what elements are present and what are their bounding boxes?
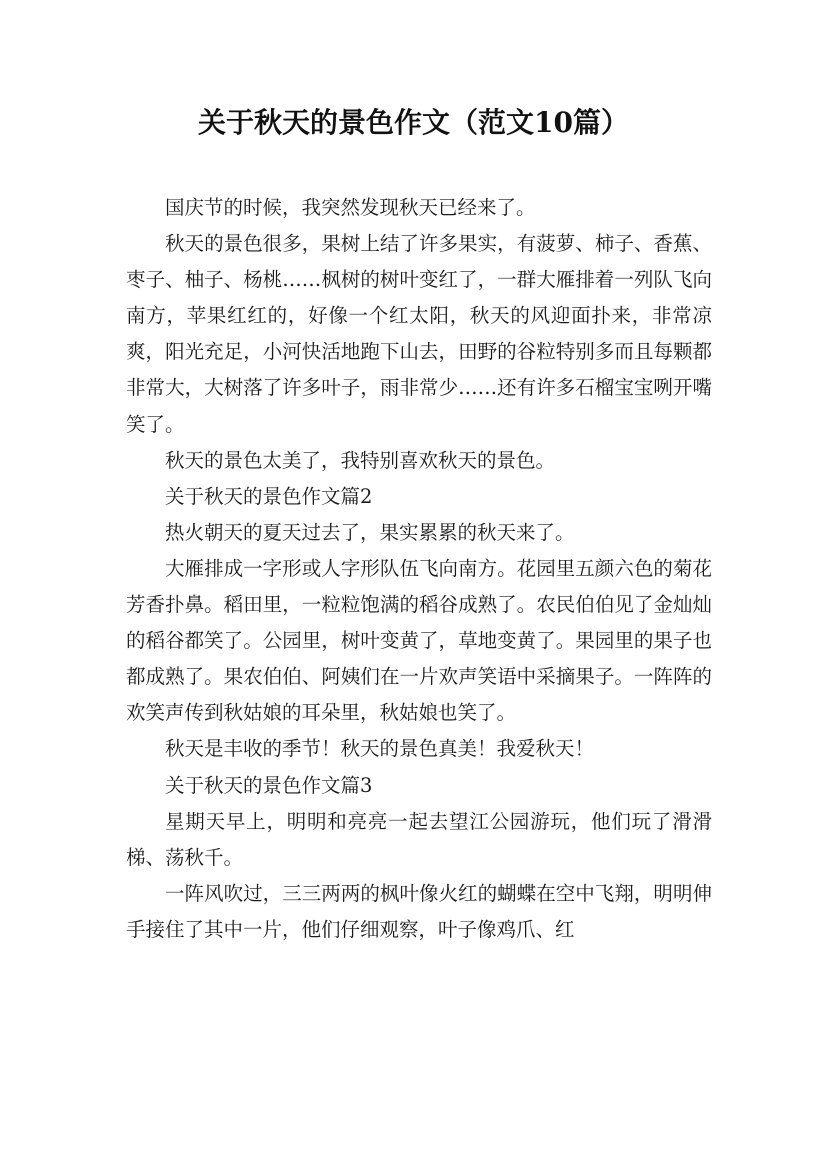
section-heading: 关于秋天的景色作文篇2 — [165, 484, 373, 508]
document-body — [126, 190, 712, 948]
paragraph: 秋天的景色很多，果树上结了许多果实，有菠萝、柿子、香蕉、枣子、柚子、杨桃……枫树的树叶变红了，一群大雁排着一列队飞向南方，苹果红红的，好像一个红太阳，秋天的风迎面扑来，非常凉爽，阳光充足，小河快活地跑下山去，田野的谷粒特别多而且每颗都非常大，大树落了许多叶子，雨非常少……还有许多石榴宝宝咧开嘴笑了。 — [126, 232, 712, 436]
document-title: 关于秋天的景色作文（范文10篇） — [198, 106, 629, 139]
paragraph: 热火朝天的夏天过去了，果实累累的秋天来了。 — [165, 520, 575, 544]
paragraph: 星期天早上，明明和亮亮一起去望江公园游玩，他们玩了滑滑梯、荡秋千。 — [126, 809, 712, 869]
section-heading: 关于秋天的景色作文篇3 — [165, 773, 373, 797]
paragraph: 秋天是丰收的季节！秋天的景色真美！我爱秋天！ — [165, 737, 595, 761]
paragraph: 大雁排成一字形或人字形队伍飞向南方。花园里五颜六色的菊花芳香扑鼻。稻田里，一粒粒饱满的稻谷成熟了。农民伯伯见了金灿灿的稻谷都笑了。公园里，树叶变黄了，草地变黄了。果园里的果子也都成熟了。果农伯伯、阿姨们在一片欢声笑语中采摘果子。一阵阵的欢笑声传到秋姑娘的耳朵里，秋姑娘也笑了。 — [126, 556, 712, 725]
paragraph: 一阵风吹过，三三两两的枫叶像火红的蝴蝶在空中飞翔，明明伸手接住了其中一片，他们仔细观察，叶子像鸡爪、红 — [126, 881, 712, 941]
paragraph: 秋天的景色太美了，我特别喜欢秋天的景色。 — [165, 448, 556, 472]
paragraph: 国庆节的时候，我突然发现秋天已经来了。 — [165, 196, 536, 219]
